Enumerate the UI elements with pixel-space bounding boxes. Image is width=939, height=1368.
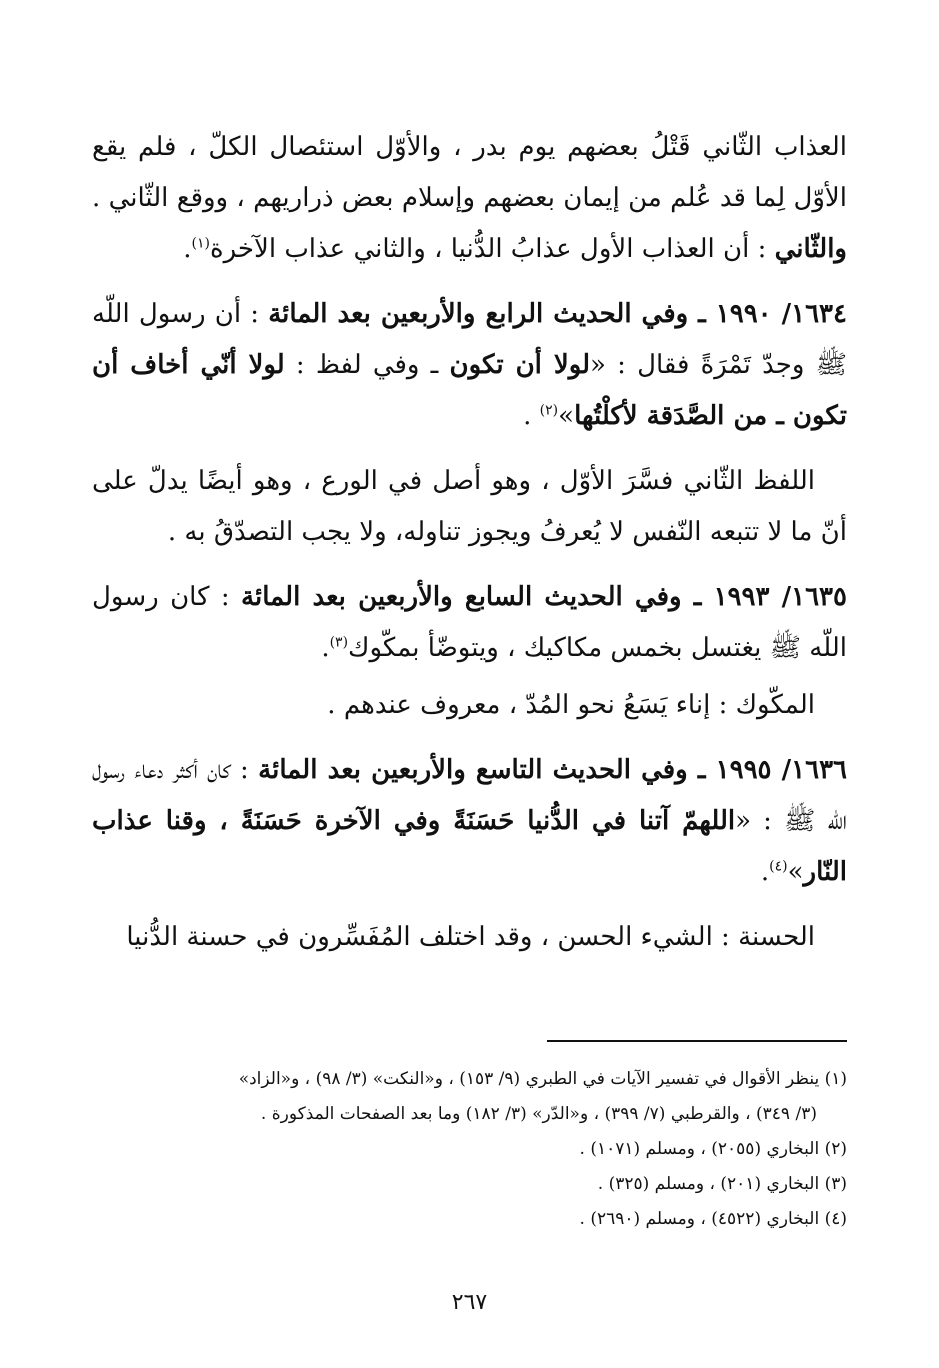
bold-term: والثّاني [774, 234, 847, 264]
hadith-title: ـ وفي الحديث السابع والأربعين بعد المائة [241, 582, 714, 612]
hadith-title: ـ وفي الحديث الرابع والأربعين بعد المائة [268, 299, 716, 329]
quote-mark: » [558, 401, 575, 431]
page-number: ٢٦٧ [451, 1290, 488, 1315]
paragraph-text: : أن العذاب الأول عذابُ الدُّنيا ، والثاني عذاب الآخرة [209, 234, 775, 264]
paragraph-punishment [92, 122, 847, 275]
footnote-1-continued: (٣/ ٣٤٩) ، والقرطبي (٧/ ٣٩٩) ، و«الدّر» (٣/ ١٨٢) وما بعد الصفحات المذكورة . [260, 1104, 817, 1124]
quote-mark: » [787, 857, 804, 887]
hadith-number: ١٦٣٥/ ١٩٩٣ [713, 582, 847, 612]
punctuation: . [321, 633, 330, 663]
hadith-text: : كان رسول اللّه ﷺ يغتسل بخمس مكاكيك ، ويتوضّأ بمكّوك [92, 582, 847, 663]
footnote-1: (١) ينظر الأقوال في تفسير الآيات في الطبري (٩/ ١٥٣) ، و«النكت» (٣/ ٩٨) ، و«الزاد» [238, 1069, 847, 1089]
hadith-quote: لولا أن تكون [449, 350, 591, 380]
paragraph-hasana: الحسنة : الشيء الحسن ، وقد اختلف المُفَسِّرون في حسنة الدُّنيا [126, 922, 815, 952]
footnotes [92, 1062, 847, 1237]
footnote-ref[interactable]: (١) [191, 235, 210, 252]
footnote-ref[interactable]: (٣) [329, 634, 349, 651]
punctuation: . [760, 857, 770, 887]
footnote-4: (٤) البخاري (٤٥٢٢) ، ومسلم (٢٦٩٠) . [579, 1209, 847, 1229]
footnote-ref[interactable]: (٤) [769, 858, 788, 875]
hadith-1635 [92, 572, 847, 674]
hadith-number: ١٦٣٦/ ١٩٩٥ [715, 755, 848, 785]
punctuation: . [523, 401, 540, 431]
hadith-text: : كان أكثر دعاء رسول اللّه ﷺ : « [92, 755, 847, 836]
punctuation: . [183, 234, 192, 264]
paragraph-wara: اللفظ الثّاني فسَّرَ الأوّل ، وهو أصل في الورع ، وهو أيضًا يدلّ على أنّ ما لا تتبعه النّفس لا يُعرفُ ويجوز تناوله، ولا يجب التصدّقُ به . [92, 466, 847, 547]
footnote-ref[interactable]: (٢) [539, 402, 559, 419]
hadith-text: ـ وفي لفظ : [284, 350, 450, 380]
paragraph-makkuk: المكّوك : إناء يَسَعُ نحو المُدّ ، معروف عندهم . [327, 690, 815, 720]
main-text [92, 122, 847, 977]
hadith-1634 [92, 289, 847, 442]
hadith-1636 [92, 745, 847, 898]
hadith-quote: اللهمّ آتنا في الدُّنيا حَسَنَةً وفي الآخرة حَسَنَةً ، وقنا عذاب النّار [92, 806, 847, 887]
footnote-2: (٢) البخاري (٢٠٥٥) ، ومسلم (١٠٧١) . [579, 1139, 847, 1159]
hadith-title: ـ وفي الحديث التاسع والأربعين بعد المائة [258, 755, 716, 785]
hadith-quote: لولا أنّي أخاف أن تكون ـ من الصَّدَقة لأكلْتُها [92, 350, 847, 431]
hadith-text: : أن رسول اللّه ﷺ وجدّ تَمْرَةً فقال : « [92, 299, 847, 380]
paragraph-text: العذاب الثّاني قَتْلُ بعضهم يوم بدر ، والأوّل استئصال الكلّ ، فلم يقع الأوّل لِما قد عُلم من إيمان بعضهم وإسلام بعض ذراريهم ، ووقع الثّاني . [92, 132, 847, 213]
hadith-number: ١٦٣٤/ ١٩٩٠ [715, 299, 847, 329]
footnote-3: (٣) البخاري (٢٠١) ، ومسلم (٣٢٥) . [597, 1174, 847, 1194]
footnote-divider [547, 1040, 847, 1042]
